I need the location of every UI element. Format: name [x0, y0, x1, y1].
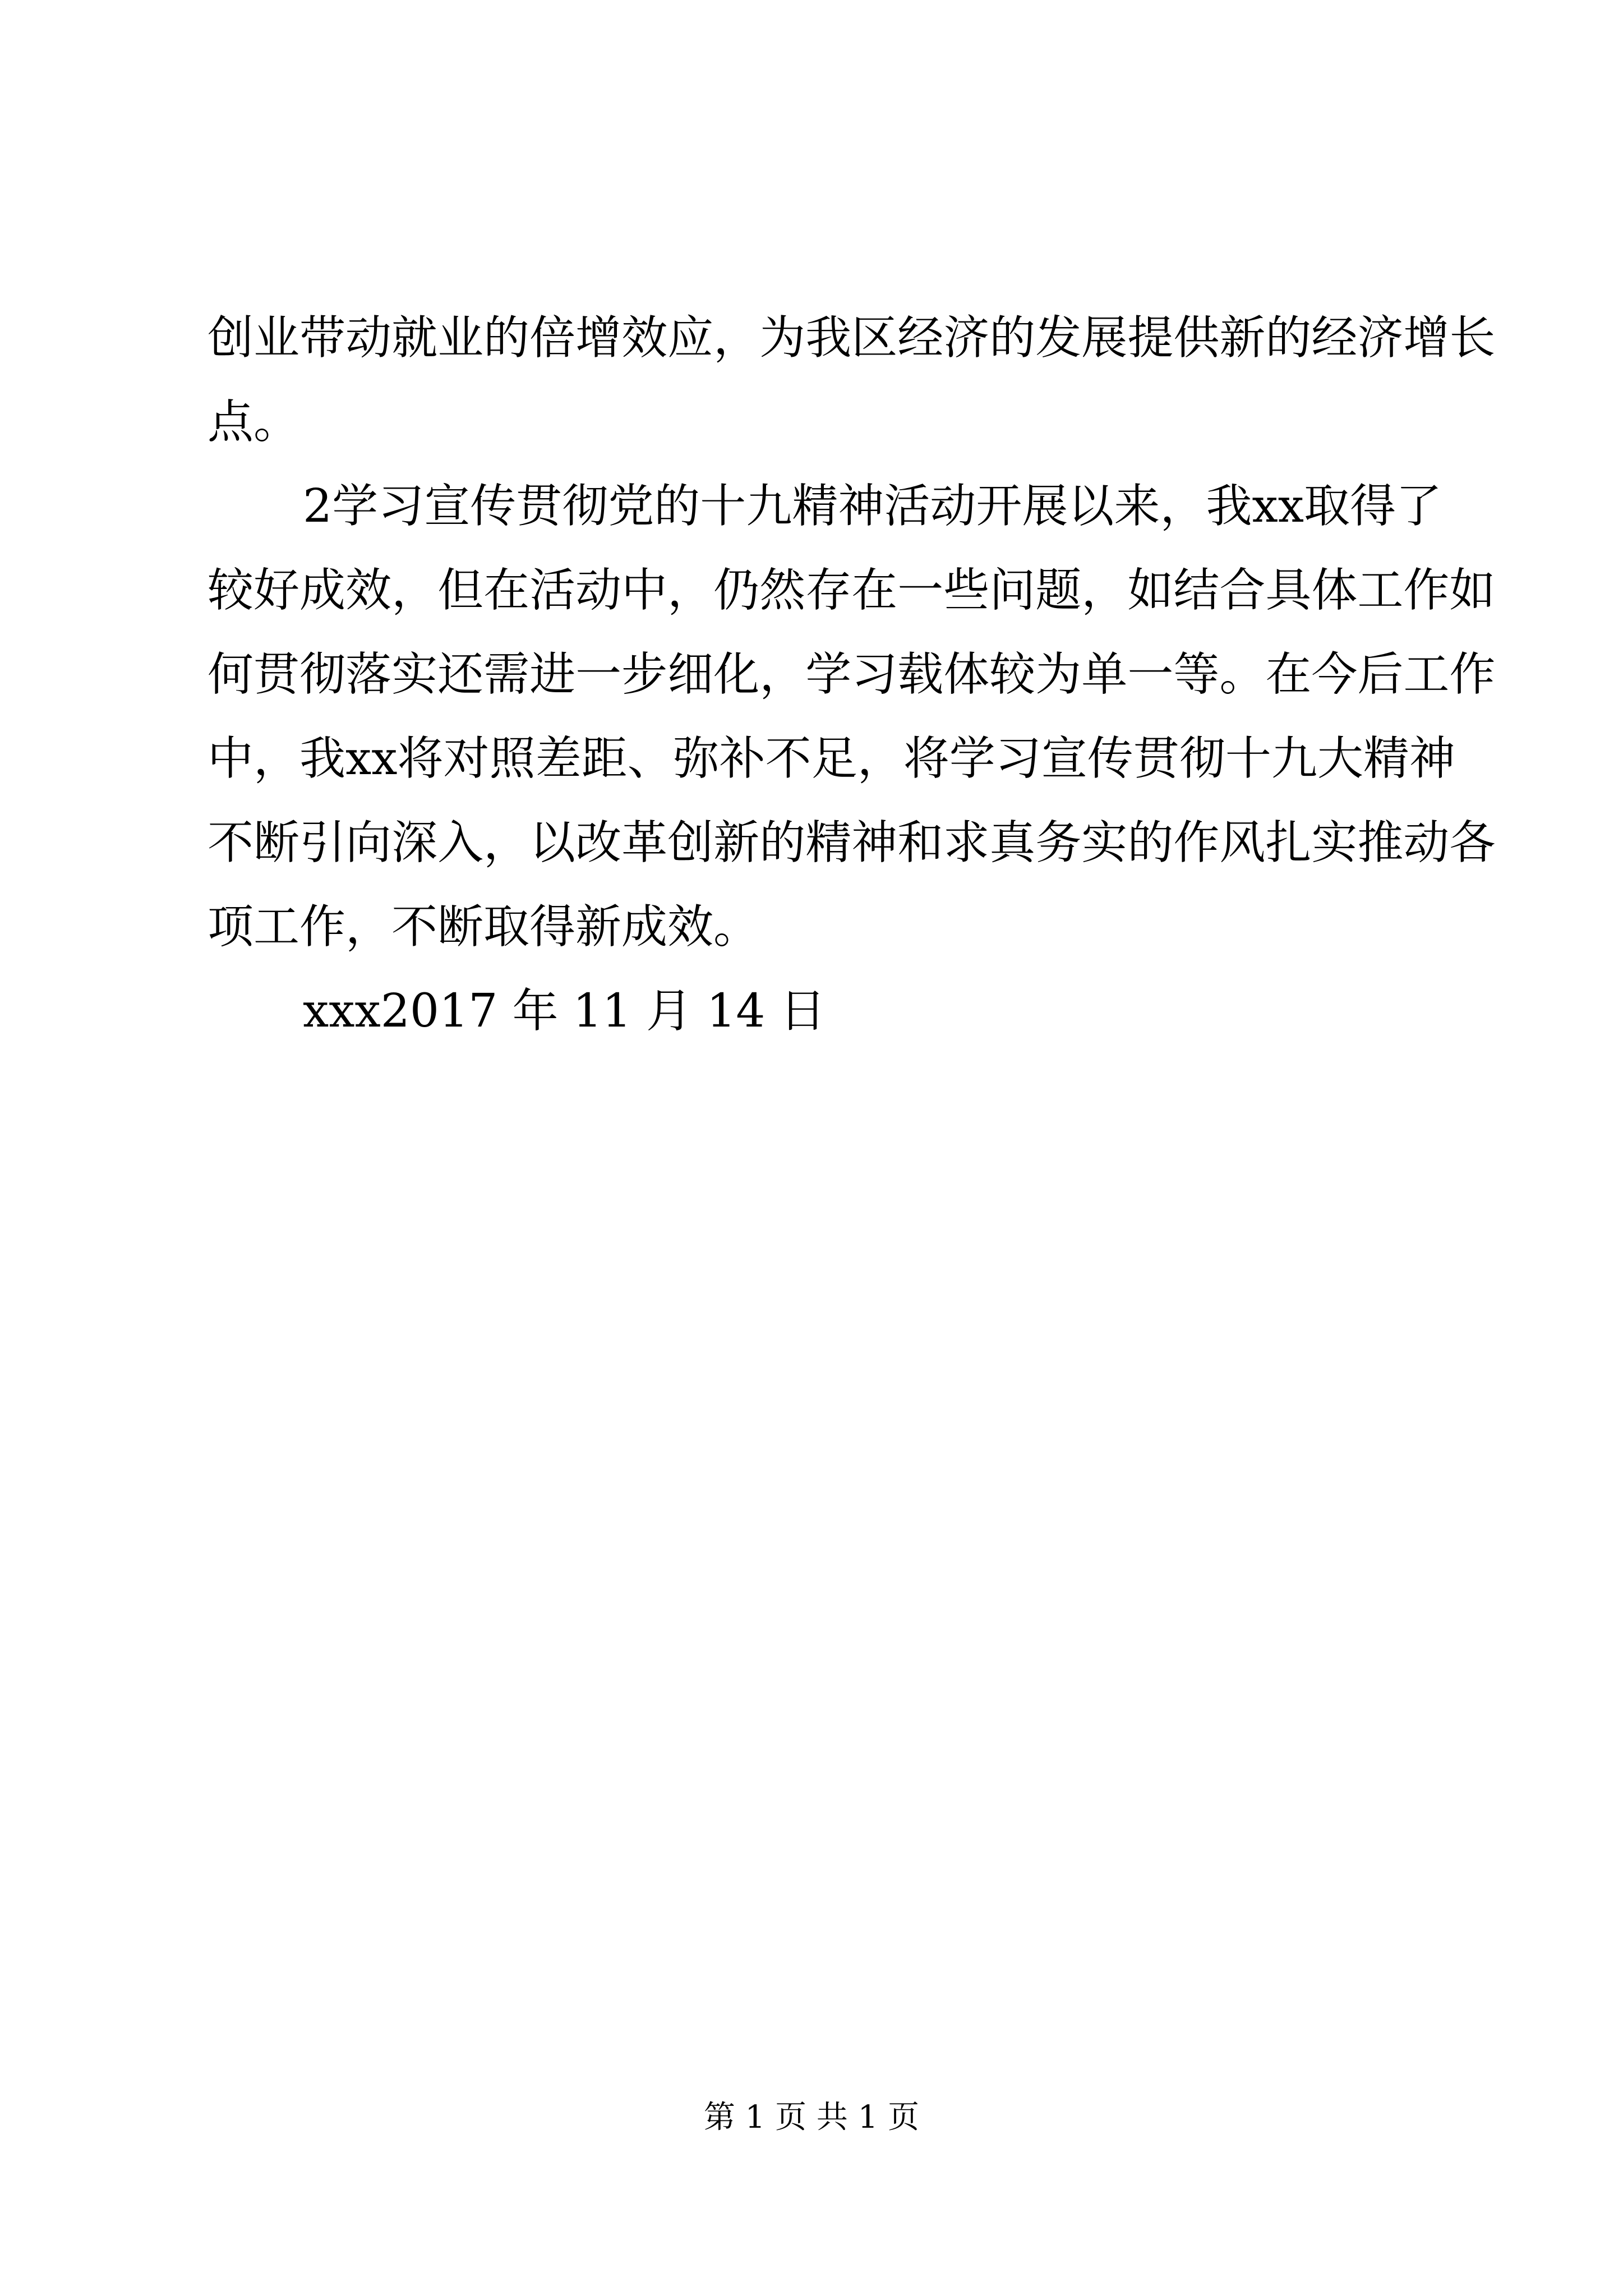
text-glyph: 发 — [1035, 311, 1082, 365]
text-glyph: 一 — [897, 564, 944, 617]
text-glyph: 创 — [208, 311, 254, 365]
text-glyph: 题 — [1035, 564, 1082, 617]
text-glyph: 效 — [345, 564, 392, 617]
text-glyph: 结 — [1173, 564, 1220, 617]
text-glyph: 各 — [1449, 816, 1496, 869]
text-glyph: 需 — [483, 648, 530, 701]
text-glyph: 的 — [483, 311, 530, 365]
text-glyph: 存 — [805, 564, 852, 617]
text-glyph: 不 — [765, 732, 811, 785]
text-glyph: 差 — [535, 732, 582, 785]
text-glyph: 取 — [1303, 480, 1350, 533]
text-glyph: xx — [1252, 480, 1304, 533]
text-glyph: 我 — [1206, 480, 1252, 533]
text-glyph: ， — [483, 816, 530, 869]
text-line-4 — [208, 563, 1496, 619]
text-glyph: 宣 — [1041, 732, 1087, 785]
text-glyph: 以 — [1068, 480, 1114, 533]
text-glyph: 对 — [443, 732, 490, 785]
text-glyph: 进 — [529, 648, 576, 701]
text-glyph: 具 — [1265, 564, 1312, 617]
text-line-1 — [208, 310, 1496, 366]
text-glyph: ， — [857, 732, 903, 785]
text-glyph: 务 — [1035, 816, 1082, 869]
text-glyph: ， — [759, 648, 806, 701]
text-glyph: 推 — [1357, 816, 1404, 869]
text-glyph: 传 — [470, 480, 517, 533]
text-glyph: 动 — [575, 564, 622, 617]
text-glyph: 的 — [759, 816, 806, 869]
text-glyph: 实 — [1311, 816, 1358, 869]
text-glyph: 问 — [989, 564, 1036, 617]
text-glyph: 动 — [345, 311, 392, 365]
text-glyph: 我 — [805, 311, 852, 365]
text-glyph: 习 — [851, 648, 898, 701]
text-glyph: 距 — [581, 732, 628, 785]
text-glyph: 得 — [1350, 480, 1396, 533]
text-glyph: 来 — [1114, 480, 1160, 533]
text-glyph: ， — [713, 311, 760, 365]
text-glyph: 新 — [713, 816, 760, 869]
text-glyph: 为 — [759, 311, 806, 365]
text-glyph: 和 — [897, 816, 944, 869]
text-glyph: 求 — [943, 816, 990, 869]
text-glyph: 断 — [253, 816, 300, 869]
text-glyph: 的 — [1127, 816, 1174, 869]
text-glyph: 足 — [811, 732, 857, 785]
text-glyph: ， — [1160, 480, 1206, 533]
text-glyph: 一 — [575, 648, 622, 701]
text-glyph: 为 — [1035, 648, 1082, 701]
text-glyph: 在 — [851, 564, 898, 617]
text-glyph: 成 — [299, 564, 346, 617]
text-glyph: 合 — [1219, 564, 1266, 617]
text-glyph: 倍 — [529, 311, 576, 365]
text-glyph: 以 — [529, 816, 576, 869]
text-glyph: 后 — [1357, 648, 1404, 701]
text-glyph: 单 — [1081, 648, 1128, 701]
text-glyph: 细 — [667, 648, 714, 701]
text-glyph: 神 — [1409, 732, 1455, 785]
text-glyph: 就 — [391, 311, 438, 365]
text-glyph: 活 — [884, 480, 930, 533]
text-glyph: 然 — [759, 564, 806, 617]
text-glyph: 扎 — [1265, 816, 1312, 869]
text-glyph: 学 — [332, 480, 379, 533]
text-glyph: 步 — [621, 648, 668, 701]
text-glyph: 创 — [667, 816, 714, 869]
text-glyph: 实 — [1081, 816, 1128, 869]
text-glyph: 仍 — [713, 564, 760, 617]
text-glyph: 作 — [1403, 564, 1450, 617]
text-glyph: 弥 — [673, 732, 720, 785]
text-glyph: 业 — [437, 311, 484, 365]
text-glyph: 增 — [1403, 311, 1450, 365]
text-glyph: 较 — [989, 648, 1036, 701]
text-glyph: 活 — [529, 564, 576, 617]
text-glyph: 动 — [930, 480, 976, 533]
text-glyph: 风 — [1219, 816, 1266, 869]
text-glyph: 传 — [1087, 732, 1133, 785]
text-line-2: 点。 — [208, 395, 300, 449]
text-glyph: 工 — [1357, 564, 1404, 617]
text-glyph: 十 — [1225, 732, 1271, 785]
text-glyph: 长 — [1449, 311, 1496, 365]
text-glyph: 九 — [1271, 732, 1317, 785]
text-glyph: 的 — [1265, 311, 1312, 365]
text-glyph: 贯 — [253, 648, 300, 701]
text-glyph: 新 — [1219, 311, 1266, 365]
text-glyph: 体 — [943, 648, 990, 701]
text-glyph: 在 — [1265, 648, 1312, 701]
text-glyph: 贯 — [516, 480, 562, 533]
text-glyph: 实 — [391, 648, 438, 701]
text-glyph: 增 — [575, 311, 622, 365]
text-glyph: 改 — [575, 816, 622, 869]
text-glyph: 彻 — [1179, 732, 1225, 785]
text-glyph: 十 — [700, 480, 746, 533]
text-glyph: 彻 — [562, 480, 608, 533]
text-glyph: 宣 — [424, 480, 471, 533]
text-glyph: 的 — [654, 480, 700, 533]
text-glyph: 体 — [1311, 564, 1358, 617]
text-glyph: 向 — [345, 816, 392, 869]
text-glyph: 习 — [378, 480, 425, 533]
text-glyph: 照 — [489, 732, 536, 785]
text-glyph: 革 — [621, 816, 668, 869]
text-glyph: 精 — [805, 816, 852, 869]
text-glyph: 化 — [713, 648, 760, 701]
text-glyph: 神 — [851, 816, 898, 869]
text-glyph: 大 — [1317, 732, 1363, 785]
text-glyph: 载 — [897, 648, 944, 701]
text-glyph: 供 — [1173, 311, 1220, 365]
text-line-7 — [208, 815, 1496, 871]
text-glyph: 精 — [792, 480, 838, 533]
text-glyph: 。 — [1219, 648, 1266, 701]
text-glyph: 落 — [345, 648, 392, 701]
text-glyph: 些 — [943, 564, 990, 617]
text-glyph: 了 — [1396, 480, 1442, 533]
text-glyph: 的 — [989, 311, 1036, 365]
text-line-8: 项工作，不断取得新成效。 — [208, 900, 760, 954]
text-glyph: 何 — [208, 648, 254, 701]
text-glyph: 带 — [299, 311, 346, 365]
text-glyph: 一 — [1127, 648, 1174, 701]
text-glyph: 习 — [995, 732, 1041, 785]
text-glyph: 较 — [208, 564, 254, 617]
text-line-5 — [208, 647, 1496, 703]
text-glyph: 好 — [253, 564, 300, 617]
text-glyph: ， — [667, 564, 714, 617]
text-glyph: 学 — [949, 732, 995, 785]
text-glyph: 今 — [1311, 648, 1358, 701]
text-glyph: 应 — [667, 311, 714, 365]
text-glyph: 但 — [437, 564, 484, 617]
text-glyph: 中 — [621, 564, 668, 617]
text-glyph: 如 — [1449, 564, 1496, 617]
text-glyph: 展 — [1022, 480, 1068, 533]
text-glyph: 开 — [976, 480, 1022, 533]
text-glyph: 济 — [943, 311, 990, 365]
text-glyph: 提 — [1127, 311, 1174, 365]
text-glyph: 不 — [208, 816, 254, 869]
text-glyph: 2 — [303, 480, 333, 533]
text-glyph: 济 — [1357, 311, 1404, 365]
text-glyph: 精 — [1363, 732, 1409, 785]
text-glyph: 党 — [608, 480, 654, 533]
text-glyph: 经 — [1311, 311, 1358, 365]
text-glyph: 作 — [1449, 648, 1496, 701]
text-glyph: 业 — [253, 311, 300, 365]
text-glyph: 经 — [897, 311, 944, 365]
text-glyph: 将 — [397, 732, 444, 785]
text-glyph: 区 — [851, 311, 898, 365]
text-line-3 — [303, 478, 1442, 535]
text-glyph: 效 — [621, 311, 668, 365]
text-glyph: 贯 — [1133, 732, 1179, 785]
text-glyph: 工 — [1403, 648, 1450, 701]
text-glyph: 在 — [483, 564, 530, 617]
text-glyph: 我 — [299, 732, 346, 785]
text-glyph: 补 — [719, 732, 766, 785]
text-glyph: 神 — [838, 480, 884, 533]
text-glyph: 还 — [437, 648, 484, 701]
text-glyph: 展 — [1081, 311, 1128, 365]
text-glyph: 学 — [805, 648, 852, 701]
text-glyph: ， — [391, 564, 438, 617]
date-line: xxx2017 年 11 月 14 日 — [303, 984, 826, 1038]
text-glyph: 引 — [299, 816, 346, 869]
text-glyph: 动 — [1403, 816, 1450, 869]
text-glyph: 作 — [1173, 816, 1220, 869]
text-glyph: 将 — [903, 732, 949, 785]
text-line-6 — [208, 731, 1455, 787]
text-glyph: 如 — [1127, 564, 1174, 617]
text-glyph: 九 — [746, 480, 792, 533]
page-footer: 第 1 页 共 1 页 — [703, 2099, 920, 2136]
text-glyph: 、 — [627, 732, 674, 785]
text-glyph: 真 — [989, 816, 1036, 869]
text-glyph: 等 — [1173, 648, 1220, 701]
text-glyph: 中 — [208, 732, 254, 785]
text-glyph: 彻 — [299, 648, 346, 701]
text-glyph: ， — [253, 732, 300, 785]
text-glyph: xx — [345, 732, 398, 785]
text-glyph: 入 — [437, 816, 484, 869]
text-glyph: ， — [1081, 564, 1128, 617]
text-glyph: 深 — [391, 816, 438, 869]
